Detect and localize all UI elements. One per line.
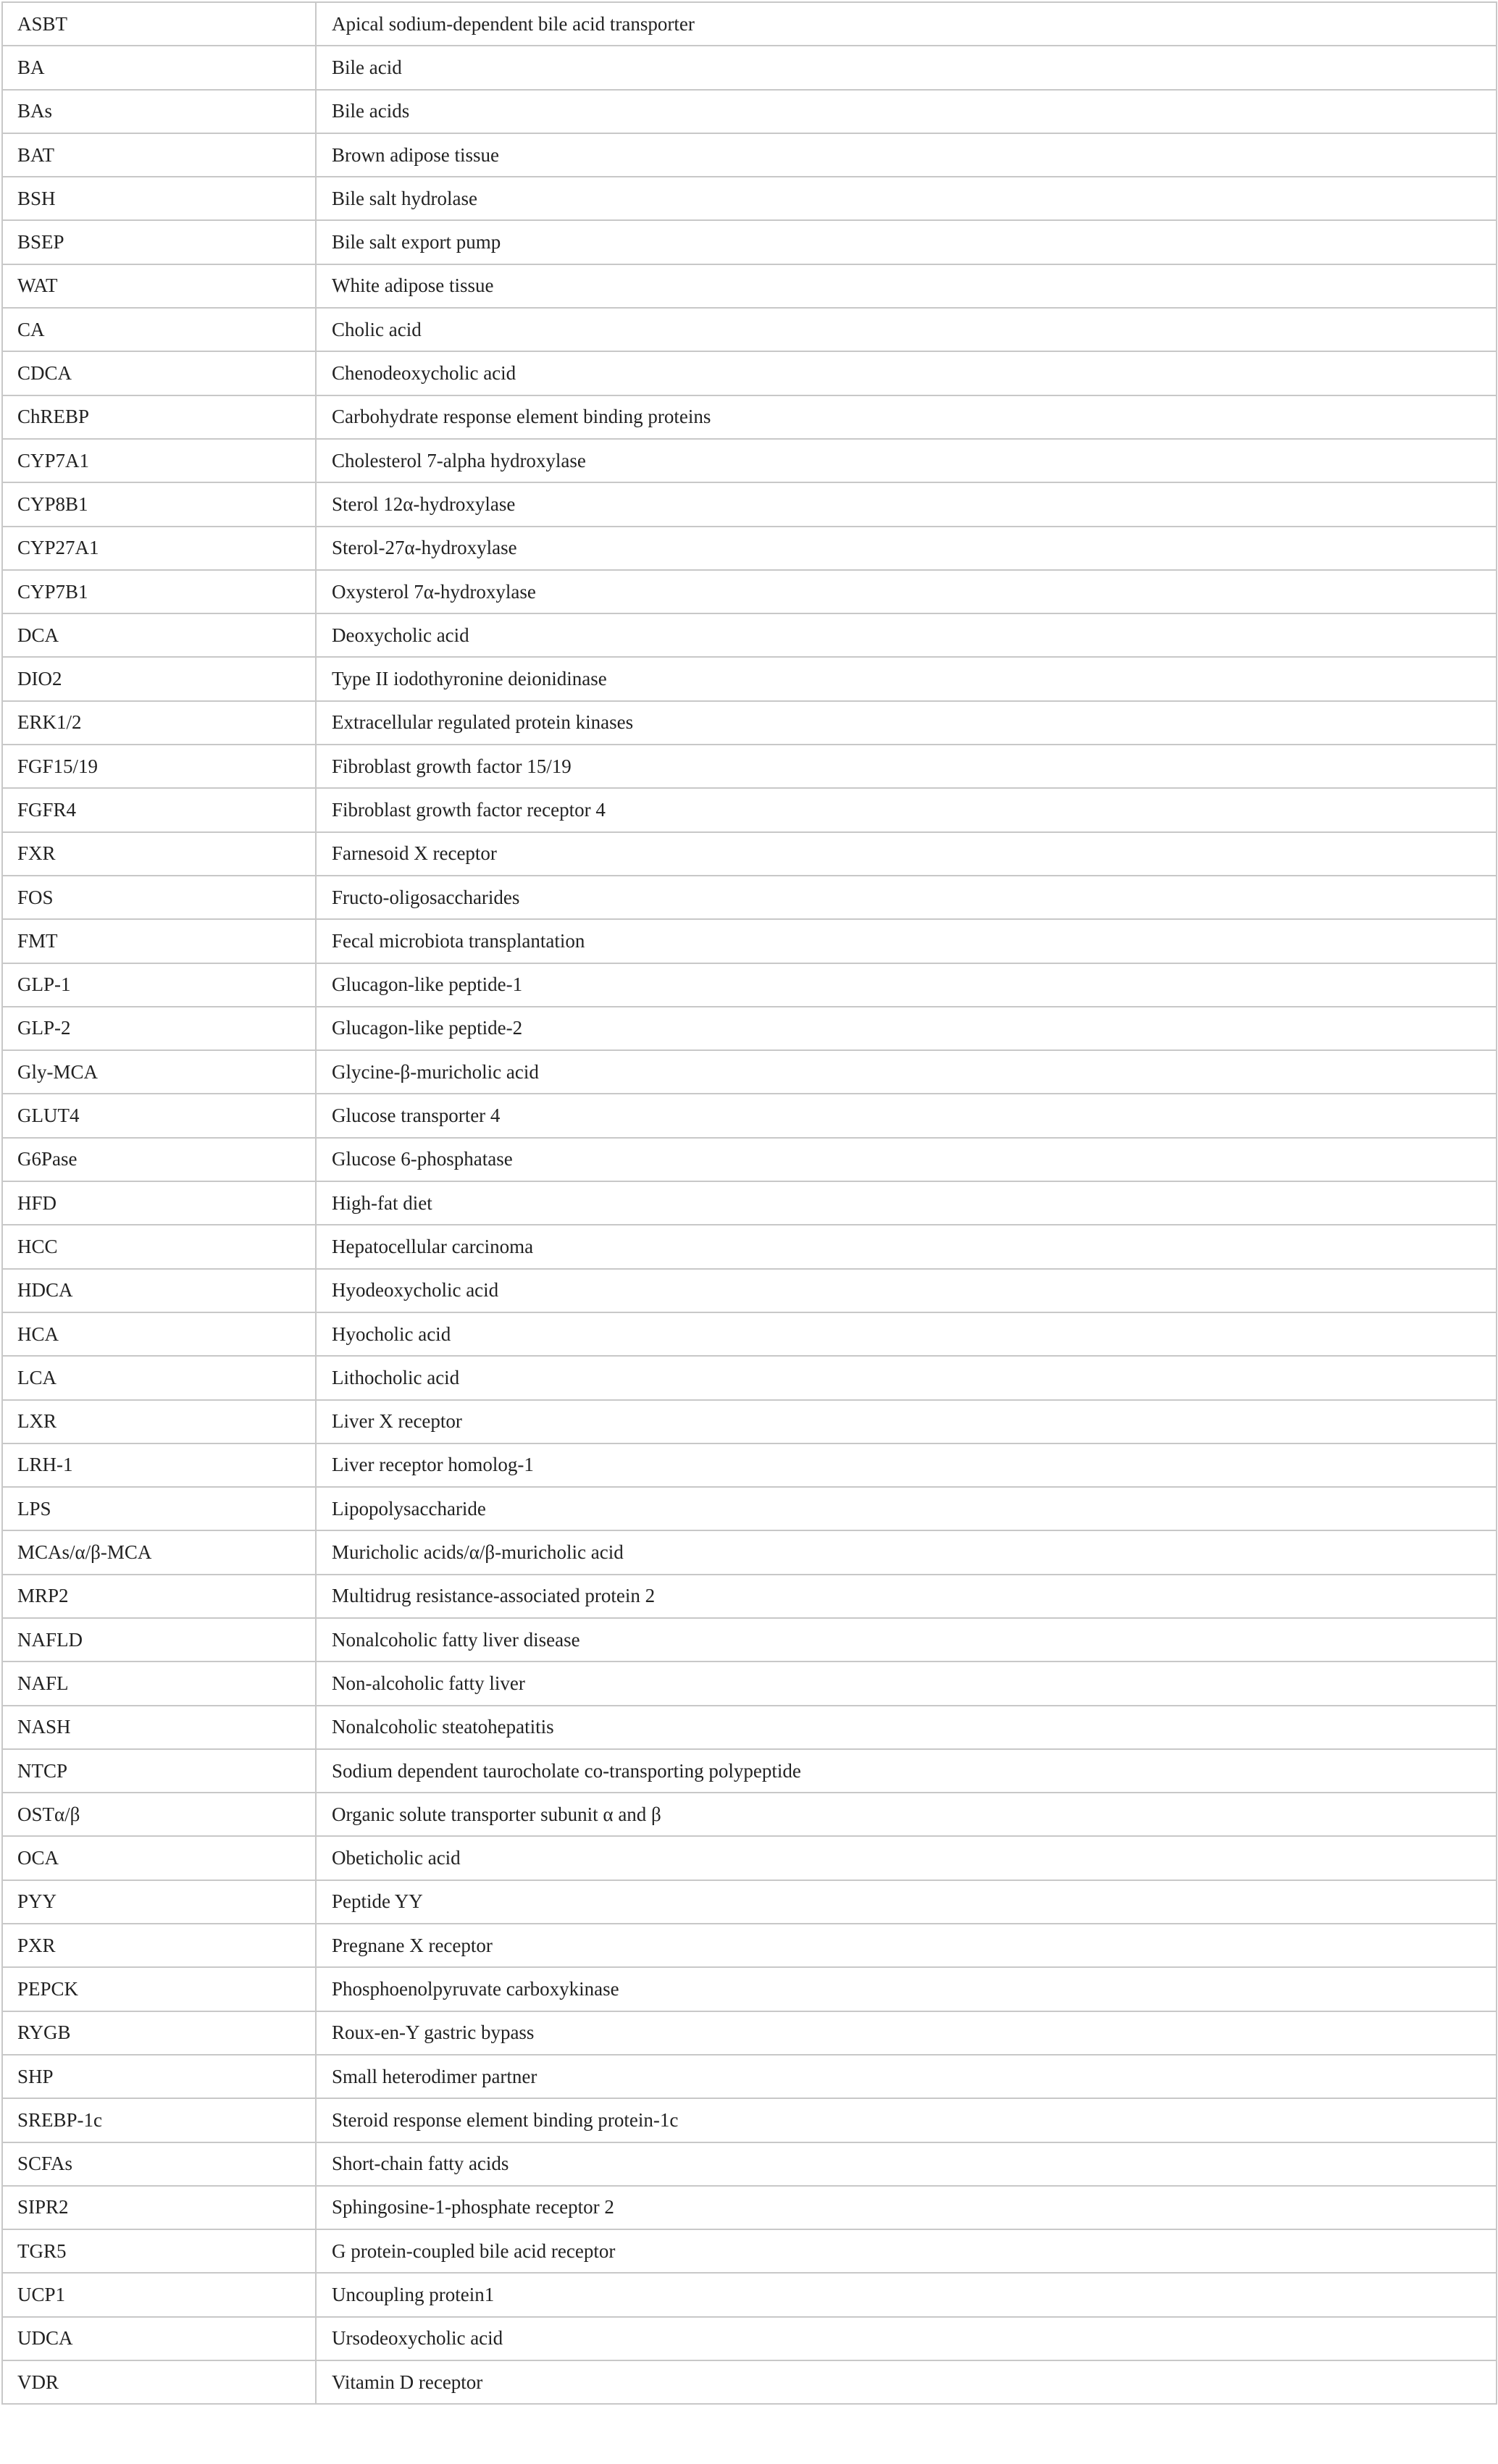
table-row [2,1443,1497,1487]
table-row [2,2,1497,46]
definition-cell: Extracellular regulated protein kinases [316,701,1497,745]
abbreviation-cell: MRP2 [2,1575,316,1618]
table-row [2,2273,1497,2316]
abbreviation-cell: OCA [2,1836,316,1880]
table-row [2,395,1497,439]
definition-cell: Liver X receptor [316,1400,1497,1443]
definition-cell: Lipopolysaccharide [316,1487,1497,1530]
table-row [2,1138,1497,1181]
definition-cell: Glucagon-like peptide-2 [316,1007,1497,1050]
definition-cell: Fructo-oligosaccharides [316,876,1497,919]
abbreviation-cell: HFD [2,1181,316,1225]
abbreviations-table [1,1,1497,2405]
abbreviation-cell: CA [2,308,316,351]
definition-cell: White adipose tissue [316,264,1497,308]
definition-cell: Sphingosine-1-phosphate receptor 2 [316,2186,1497,2229]
abbreviation-cell: SCFAs [2,2142,316,2186]
abbreviation-cell: DIO2 [2,657,316,700]
definition-cell: Ursodeoxycholic acid [316,2317,1497,2360]
abbreviation-cell: MCAs/α/β-MCA [2,1530,316,1574]
definition-cell: Pregnane X receptor [316,1924,1497,1967]
abbreviation-cell: DCA [2,613,316,657]
definition-cell: Chenodeoxycholic acid [316,351,1497,395]
table-row [2,1793,1497,1836]
abbreviation-cell: PYY [2,1880,316,1924]
definition-cell: Brown adipose tissue [316,133,1497,177]
abbreviation-cell: GLP-2 [2,1007,316,1050]
table-row [2,2011,1497,2055]
table-row [2,133,1497,177]
table-row [2,1967,1497,2011]
abbreviation-cell: NAFLD [2,1618,316,1661]
definition-cell: Hyodeoxycholic acid [316,1269,1497,1312]
abbreviation-cell: Gly-MCA [2,1050,316,1094]
table-row [2,2186,1497,2229]
definition-cell: Organic solute transporter subunit α and β [316,1793,1497,1836]
table-row [2,701,1497,745]
definition-cell: Oxysterol 7α-hydroxylase [316,570,1497,613]
table-row [2,308,1497,351]
abbreviation-cell: HCC [2,1225,316,1268]
abbreviation-cell: GLP-1 [2,963,316,1007]
definition-cell: Fibroblast growth factor 15/19 [316,745,1497,788]
definition-cell: Lithocholic acid [316,1356,1497,1399]
abbreviation-cell: LCA [2,1356,316,1399]
definition-cell: Nonalcoholic steatohepatitis [316,1706,1497,1749]
definition-cell: Non-alcoholic fatty liver [316,1661,1497,1705]
abbreviation-cell: SIPR2 [2,2186,316,2229]
table-row [2,90,1497,133]
table-row [2,745,1497,788]
table-row [2,832,1497,876]
table-row [2,2317,1497,2360]
abbreviation-cell: G6Pase [2,1138,316,1181]
definition-cell: Roux-en-Y gastric bypass [316,2011,1497,2055]
definition-cell: Nonalcoholic fatty liver disease [316,1618,1497,1661]
definition-cell: Bile salt hydrolase [316,177,1497,220]
abbreviation-cell: VDR [2,2360,316,2404]
abbreviation-cell: FOS [2,876,316,919]
table-row [2,527,1497,570]
definition-cell: Multidrug resistance-associated protein 2 [316,1575,1497,1618]
table-row [2,919,1497,963]
abbreviation-cell: LRH-1 [2,1443,316,1487]
definition-cell: Small heterodimer partner [316,2055,1497,2098]
table-row [2,1618,1497,1661]
definition-cell: Short-chain fatty acids [316,2142,1497,2186]
table-row [2,1225,1497,1268]
definition-cell: Sodium dependent taurocholate co-transporting polypeptide [316,1749,1497,1793]
abbreviation-cell: HCA [2,1312,316,1356]
definition-cell: Fibroblast growth factor receptor 4 [316,788,1497,831]
table-row [2,1530,1497,1574]
abbreviation-cell: HDCA [2,1269,316,1312]
definition-cell: Carbohydrate response element binding proteins [316,395,1497,439]
abbreviation-cell: FGF15/19 [2,745,316,788]
abbreviation-cell: UCP1 [2,2273,316,2316]
definition-cell: Obeticholic acid [316,1836,1497,1880]
definition-cell: Liver receptor homolog-1 [316,1443,1497,1487]
abbreviation-cell: BA [2,46,316,89]
abbreviation-cell: OSTα/β [2,1793,316,1836]
table-row [2,788,1497,831]
definition-cell: Farnesoid X receptor [316,832,1497,876]
abbreviation-cell: CYP8B1 [2,482,316,526]
definition-cell: Peptide YY [316,1880,1497,1924]
definition-cell: Bile acids [316,90,1497,133]
definition-cell: Bile acid [316,46,1497,89]
definition-cell: Apical sodium-dependent bile acid transporter [316,2,1497,46]
abbreviation-cell: NAFL [2,1661,316,1705]
definition-cell: Glucose transporter 4 [316,1094,1497,1137]
abbreviation-cell: FXR [2,832,316,876]
abbreviation-cell: LPS [2,1487,316,1530]
abbreviation-cell: CDCA [2,351,316,395]
table-row [2,1356,1497,1399]
table-row [2,2055,1497,2098]
definition-cell: High-fat diet [316,1181,1497,1225]
abbreviation-cell: RYGB [2,2011,316,2055]
definition-cell: Deoxycholic acid [316,613,1497,657]
abbreviation-cell: WAT [2,264,316,308]
table-row [2,1269,1497,1312]
table-row [2,1706,1497,1749]
definition-cell: Vitamin D receptor [316,2360,1497,2404]
table-row [2,2142,1497,2186]
definition-cell: Hepatocellular carcinoma [316,1225,1497,1268]
table-row [2,1050,1497,1094]
definition-cell: Sterol-27α-hydroxylase [316,527,1497,570]
abbreviation-cell: GLUT4 [2,1094,316,1137]
abbreviation-cell: CYP27A1 [2,527,316,570]
table-row [2,264,1497,308]
abbreviation-cell: SHP [2,2055,316,2098]
definition-cell: Cholic acid [316,308,1497,351]
table-row [2,351,1497,395]
table-row [2,2360,1497,2404]
table-row [2,876,1497,919]
abbreviation-cell: TGR5 [2,2229,316,2273]
definition-cell: Hyocholic acid [316,1312,1497,1356]
definition-cell: Type II iodothyronine deionidinase [316,657,1497,700]
table-row [2,220,1497,264]
table-row [2,1181,1497,1225]
abbreviation-cell: FMT [2,919,316,963]
table-row [2,1749,1497,1793]
table-row [2,1400,1497,1443]
table-row [2,570,1497,613]
abbreviation-cell: BAT [2,133,316,177]
table-row [2,657,1497,700]
abbreviation-cell: LXR [2,1400,316,1443]
abbreviation-cell: PEPCK [2,1967,316,2011]
definition-cell: Cholesterol 7-alpha hydroxylase [316,439,1497,482]
table-row [2,1661,1497,1705]
abbreviation-cell: CYP7B1 [2,570,316,613]
abbreviation-cell: ASBT [2,2,316,46]
table-row [2,1836,1497,1880]
definition-cell: Bile salt export pump [316,220,1497,264]
table-row [2,46,1497,89]
abbreviation-cell: CYP7A1 [2,439,316,482]
table-row [2,2098,1497,2142]
abbreviation-cell: ERK1/2 [2,701,316,745]
abbreviation-cell: NASH [2,1706,316,1749]
definition-cell: Fecal microbiota transplantation [316,919,1497,963]
table-row [2,1575,1497,1618]
definition-cell: Steroid response element binding protein-1c [316,2098,1497,2142]
table-row [2,1487,1497,1530]
abbreviation-cell: NTCP [2,1749,316,1793]
table-row [2,177,1497,220]
abbreviation-cell: UDCA [2,2317,316,2360]
definition-cell: Glucagon-like peptide-1 [316,963,1497,1007]
abbreviation-cell: BSH [2,177,316,220]
table-row [2,963,1497,1007]
abbreviations-table-body [2,2,1497,2404]
table-row [2,1094,1497,1137]
table-row [2,482,1497,526]
definition-cell: Muricholic acids/α/β-muricholic acid [316,1530,1497,1574]
definition-cell: Uncoupling protein1 [316,2273,1497,2316]
table-row [2,439,1497,482]
table-row [2,1880,1497,1924]
table-row [2,1924,1497,1967]
abbreviation-cell: BSEP [2,220,316,264]
definition-cell: G protein-coupled bile acid receptor [316,2229,1497,2273]
definition-cell: Glycine-β-muricholic acid [316,1050,1497,1094]
table-row [2,1312,1497,1356]
abbreviation-cell: BAs [2,90,316,133]
abbreviation-cell: PXR [2,1924,316,1967]
table-row [2,2229,1497,2273]
abbreviation-cell: ChREBP [2,395,316,439]
abbreviations-table-container [1,1,1496,2405]
definition-cell: Phosphoenolpyruvate carboxykinase [316,1967,1497,2011]
table-row [2,613,1497,657]
abbreviation-cell: SREBP-1c [2,2098,316,2142]
definition-cell: Sterol 12α-hydroxylase [316,482,1497,526]
definition-cell: Glucose 6-phosphatase [316,1138,1497,1181]
abbreviation-cell: FGFR4 [2,788,316,831]
table-row [2,1007,1497,1050]
